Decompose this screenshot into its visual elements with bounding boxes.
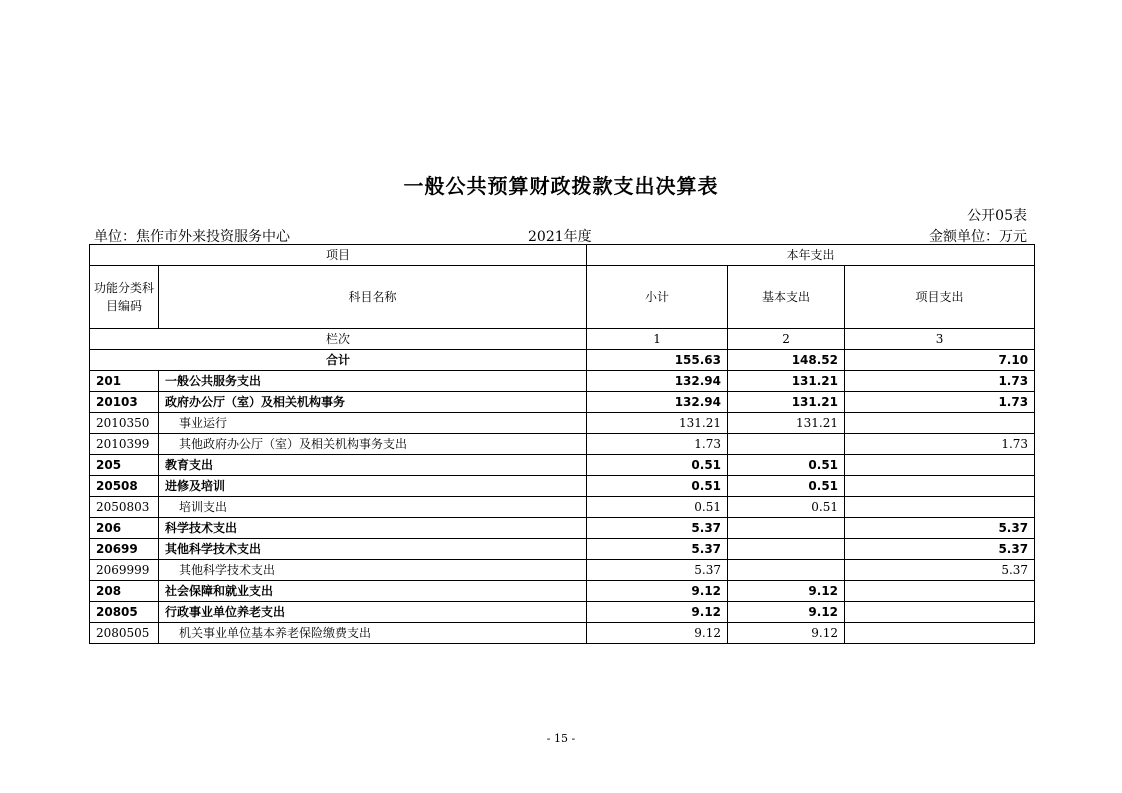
header-row-columns [90, 266, 1035, 329]
header-item: 项目 [90, 245, 587, 266]
row-subtotal: 5.37 [587, 518, 728, 539]
row-project: 5.37 [845, 539, 1035, 560]
row-name: 政府办公厅（室）及相关机构事务 [159, 392, 587, 413]
row-project: 1.73 [845, 371, 1035, 392]
row-subtotal: 5.37 [587, 560, 728, 581]
row-subtotal: 132.94 [587, 392, 728, 413]
row-name: 社会保障和就业支出 [159, 581, 587, 602]
header-basic: 基本支出 [728, 266, 845, 329]
row-basic: 131.21 [728, 413, 845, 434]
row-subtotal: 9.12 [587, 602, 728, 623]
total-label: 合计 [90, 350, 587, 371]
row-project: 5.37 [845, 560, 1035, 581]
header-subtotal: 小计 [587, 266, 728, 329]
total-row [90, 350, 1035, 371]
row-subtotal: 9.12 [587, 581, 728, 602]
header-project: 项目支出 [845, 266, 1035, 329]
table-row [90, 413, 1035, 434]
table-row [90, 455, 1035, 476]
row-code: 2069999 [90, 560, 159, 581]
column-index-3: 3 [845, 329, 1035, 350]
row-project [845, 455, 1035, 476]
row-name: 科学技术支出 [159, 518, 587, 539]
table-row [90, 539, 1035, 560]
row-code: 20508 [90, 476, 159, 497]
row-subtotal: 0.51 [587, 497, 728, 518]
header-current-year: 本年支出 [587, 245, 1035, 266]
column-index-label: 栏次 [90, 329, 587, 350]
row-project: 1.73 [845, 434, 1035, 455]
page-title: 一般公共预算财政拨款支出决算表 [403, 174, 719, 198]
total-subtotal: 155.63 [587, 350, 728, 371]
row-name: 培训支出 [159, 497, 587, 518]
row-basic: 0.51 [728, 455, 845, 476]
table-row [90, 476, 1035, 497]
row-code: 206 [90, 518, 159, 539]
page-number: - 15 - [546, 732, 576, 745]
row-subtotal: 1.73 [587, 434, 728, 455]
row-name: 机关事业单位基本养老保险缴费支出 [159, 623, 587, 644]
row-name: 事业运行 [159, 413, 587, 434]
form-number: 公开05表 [967, 208, 1027, 224]
row-basic [728, 539, 845, 560]
row-subtotal: 5.37 [587, 539, 728, 560]
row-project [845, 413, 1035, 434]
row-basic: 131.21 [728, 371, 845, 392]
row-basic: 0.51 [728, 497, 845, 518]
row-code: 2050803 [90, 497, 159, 518]
row-project [845, 497, 1035, 518]
row-project [845, 602, 1035, 623]
row-name: 教育支出 [159, 455, 587, 476]
row-basic: 9.12 [728, 602, 845, 623]
table-row [90, 392, 1035, 413]
header-row-top [90, 245, 1035, 266]
row-basic: 131.21 [728, 392, 845, 413]
header-name: 科目名称 [159, 266, 587, 329]
row-code: 2010399 [90, 434, 159, 455]
money-unit: 金额单位：万元 [929, 229, 1027, 245]
table-row [90, 497, 1035, 518]
row-basic: 0.51 [728, 476, 845, 497]
header-code: 功能分类科目编码 [90, 266, 159, 329]
row-subtotal: 0.51 [587, 455, 728, 476]
row-name: 一般公共服务支出 [159, 371, 587, 392]
row-basic [728, 518, 845, 539]
row-code: 20699 [90, 539, 159, 560]
table-row [90, 434, 1035, 455]
row-code: 208 [90, 581, 159, 602]
row-basic: 9.12 [728, 581, 845, 602]
row-subtotal: 0.51 [587, 476, 728, 497]
row-subtotal: 9.12 [587, 623, 728, 644]
row-basic: 9.12 [728, 623, 845, 644]
column-index-1: 1 [587, 329, 728, 350]
table-row [90, 623, 1035, 644]
row-project [845, 581, 1035, 602]
row-name: 其他科学技术支出 [159, 539, 587, 560]
total-basic: 148.52 [728, 350, 845, 371]
reporting-unit: 单位：焦作市外来投资服务中心 [94, 229, 290, 245]
row-code: 205 [90, 455, 159, 476]
row-code: 20103 [90, 392, 159, 413]
row-name: 进修及培训 [159, 476, 587, 497]
row-name: 行政事业单位养老支出 [159, 602, 587, 623]
row-project: 1.73 [845, 392, 1035, 413]
fiscal-year: 2021年度 [528, 229, 592, 245]
table-row [90, 518, 1035, 539]
row-code: 2080505 [90, 623, 159, 644]
row-subtotal: 131.21 [587, 413, 728, 434]
table-row [90, 560, 1035, 581]
row-name: 其他政府办公厅（室）及相关机构事务支出 [159, 434, 587, 455]
budget-table [89, 244, 1035, 644]
row-project: 5.37 [845, 518, 1035, 539]
row-project [845, 623, 1035, 644]
row-project [845, 476, 1035, 497]
row-basic [728, 434, 845, 455]
row-code: 2010350 [90, 413, 159, 434]
table-row [90, 371, 1035, 392]
total-project: 7.10 [845, 350, 1035, 371]
row-code: 201 [90, 371, 159, 392]
row-code: 20805 [90, 602, 159, 623]
table-row [90, 602, 1035, 623]
row-basic [728, 560, 845, 581]
row-name: 其他科学技术支出 [159, 560, 587, 581]
column-index-row [90, 329, 1035, 350]
column-index-2: 2 [728, 329, 845, 350]
row-subtotal: 132.94 [587, 371, 728, 392]
table-row [90, 581, 1035, 602]
